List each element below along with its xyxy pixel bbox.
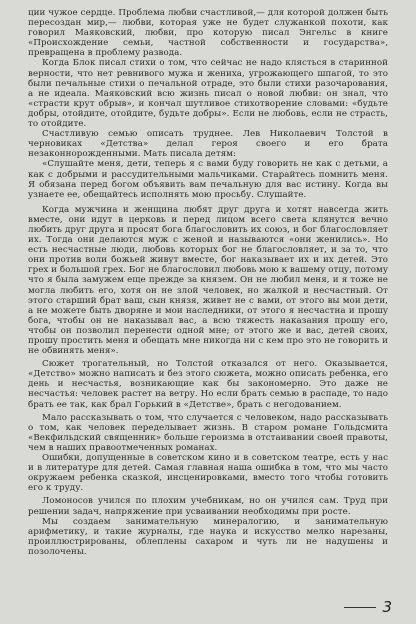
paragraph: Когда мужчина и женщина любят друг друга и хотят навсегда жить вместе, они идут в церковь и перед лицом всего света клянутся вечно любить друг друга и просят бога благословить их союз, и бог благословляет их. Тогда они делаются муж с женой и называются «они женились». Но есть несчастные люди, любовь которых бог не благословляет, и за то, что они против воли божьей живут вместе, бог наказывает их и их детей. Это грех и большой грех. Бог не благословил любовь мою к вашему отцу, потому что я была замужем еще прежде за князем. Он не любил меня, и я тоже не могла любить его, хотя он не злой человек, но жалкой и несчастный. От этого старший брат ваш, сын князя, живет не с вами, от этого вы мои дети, а не можете быть дворяне и мои наследники, от этого я несчастна и прошу бога, чтобы он не наказывал вас, а всю тяжесть наказания прошу его, чтобы он позволил перенести одной мне; от этого же и вас, детей своих, прошу простить меня и обещать мне никогда ни с кем про это не говорить и не обвинять меня». xyxy=(28,204,388,357)
paragraph: ции чужое сердце. Проблема любви счастливой,— для которой должен быть пересоздан мир,— любви, которая уже не будет служанкой похоти, как говорил Маяковский, любви, про которую писал Энгельс в книге «Происхождение семьи, частной собственности и государства», превращена в проблему развода. xyxy=(28,8,388,59)
paragraph: «Слушайте меня, дети, теперь я с вами буду говорить не как с детьми, а как с добрыми и рассудительными мальчиками. Старайтесь помнить меня. Я обязана перед богом объявить вам печальную для вас истину. Когда вы узнаете ее, обещайтесь исполнять мою просьбу. Слушайте. xyxy=(28,159,388,200)
paragraph: Ломоносов учился по плохим учебникам, но он учился сам. Труд при решении задач, напряжение при усваивании необходимы при росте. xyxy=(28,496,388,517)
paragraph: Мало рассказывать о том, что случается с человеком, надо рассказывать о том, как человек переделывает жизнь. В старом романе Гольдсмита «Векфильдский священник» больше героизма в отстаивании своей правоты, чем в наших правоотмеченных романах. xyxy=(28,412,388,453)
paragraph: Сюжет трогательный, но Толстой отказался от него. Оказывается, «Детство» можно написать и без этого сюжета, можно описать ребенка, его день и несчастья, возникающие как бы закономерно. Это даже не несчастья: человек растет на ветру. Но если брать семью в распаде, то надо брать ее так, как брал Горький в «Детстве», брать с негодованием. xyxy=(28,359,388,410)
paragraph: Ошибки, допущенные в советском кино и в советском театре, есть у нас и в литературе для детей. Самая главная наша ошибка в том, что мы часто окружаем ребенка сказкой, инсценировками, вместо того чтобы готовить его к труду. xyxy=(28,453,388,494)
paragraph: Счастливую семью описать труднее. Лев Николаевич Толстой в черновиках «Детства» делал героя своего и его брата незаконнорожденными. Мать писала детям: xyxy=(28,129,388,160)
page-number-rule xyxy=(344,607,376,608)
text-body xyxy=(28,8,388,557)
page-number: 3 xyxy=(382,598,392,616)
paragraph: Когда Блок писал стихи о том, что сейчас не надо клясться в старинной верности, что нет ревнивого мужа и жениха, угрожающего шпагой, то это были печальные стихи о печальной отраде, это были стихи разочарования, а не идеала. Маяковский всю жизнь писал о новой любви: он знал, что «страсти крут обрыв», и кончал шутливое стихотворение словами: «будьте добры, отойдите, отойдите, будьте добры». Если не любовь, если не страсть, то отойдите. xyxy=(28,58,388,130)
paragraph: Мы создаем занимательную минералогию, и занимательную арифметику, и такие журналы, где наука и искусство мелко нарезаны, проиллюстрированы, облеплены сахаром и чуть ли не надушены и позолочены. xyxy=(28,516,388,557)
